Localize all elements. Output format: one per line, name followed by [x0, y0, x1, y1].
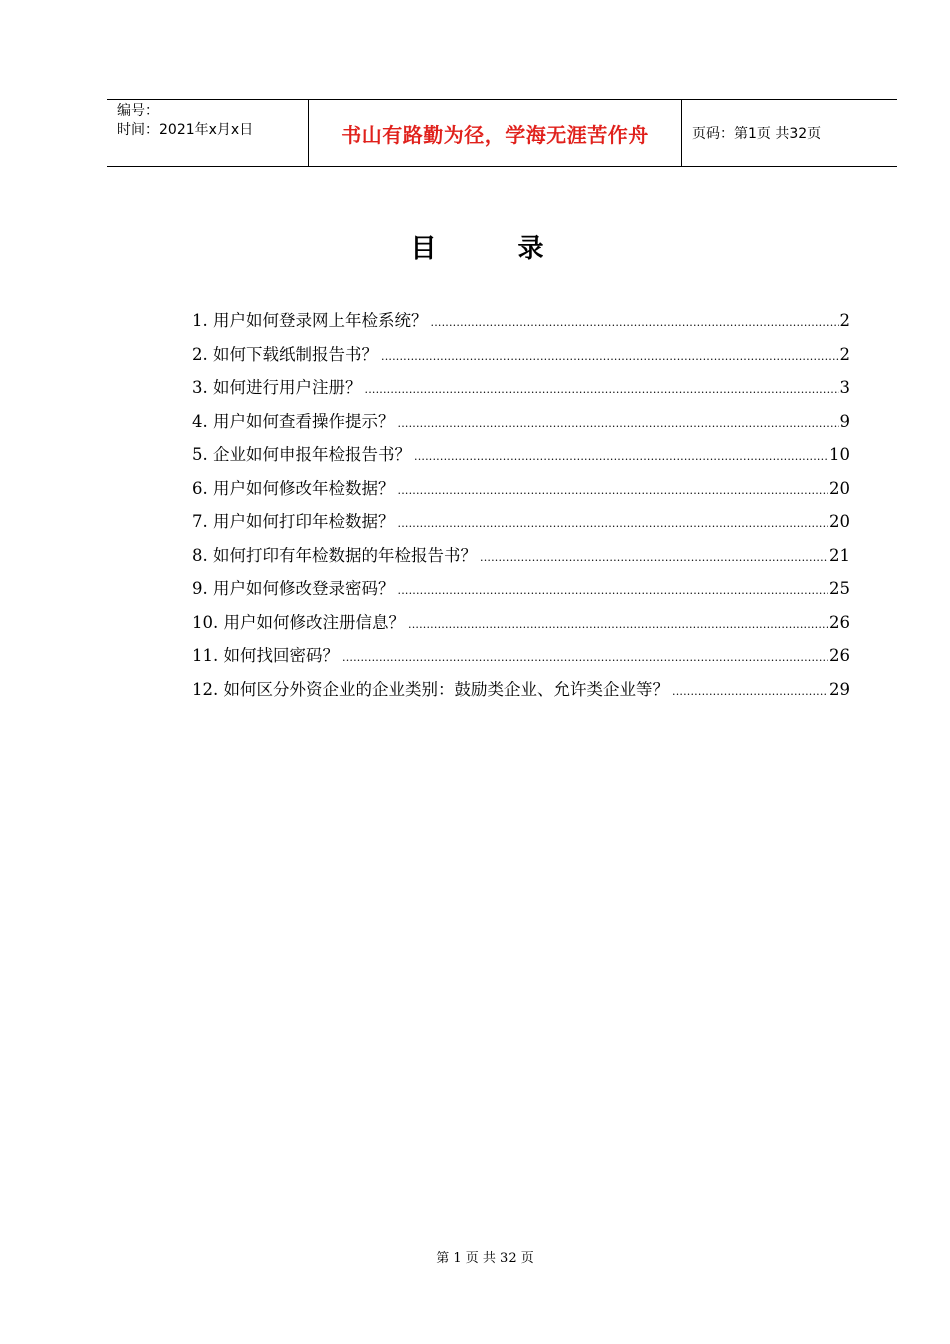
- toc-entry[interactable]: [192, 376, 850, 410]
- toc-entry-label: 11. 如何找回密码？: [192, 646, 339, 665]
- toc-entry-page: 3: [839, 378, 850, 397]
- toc-entry-page: 26: [829, 612, 850, 632]
- toc-entry[interactable]: [192, 611, 850, 645]
- toc-leader: [398, 412, 839, 436]
- toc-entry-label: 1. 用户如何登录网上年检系统？: [192, 311, 428, 330]
- toc-leader: [431, 311, 839, 335]
- toc-entry[interactable]: [192, 577, 850, 611]
- toc-entry[interactable]: [192, 443, 850, 477]
- toc-leader: [480, 546, 828, 570]
- toc-entry[interactable]: [192, 477, 850, 511]
- toc-leader: [408, 613, 828, 637]
- toc-entry[interactable]: [192, 510, 850, 544]
- toc-entry-label: 8. 如何打印有年检数据的年检报告书？: [192, 545, 477, 565]
- page-header: [107, 99, 897, 167]
- toc-entry-page: 25: [829, 579, 850, 598]
- toc-entry-page: 9: [839, 411, 850, 431]
- toc-entry-page: 21: [829, 545, 850, 565]
- toc-entry-page: 2: [839, 311, 850, 330]
- toc-entry[interactable]: [192, 644, 850, 678]
- toc-entry-page: 2: [839, 344, 850, 364]
- toc-leader: [672, 680, 828, 704]
- toc-entry-page: 26: [829, 646, 850, 665]
- page-footer: 第 1 页 共 32 页: [436, 1251, 534, 1266]
- toc-entry-page: 20: [829, 512, 850, 531]
- toc-entry-label: 7. 用户如何打印年检数据？: [192, 512, 395, 531]
- toc-leader: [398, 512, 829, 536]
- toc-entry-label: 5. 企业如何申报年检报告书？: [192, 445, 411, 464]
- toc-entry-page: 20: [829, 478, 850, 498]
- table-of-contents: [192, 309, 850, 711]
- document-time-label: 时间：2021年x月x日: [117, 122, 254, 138]
- header-motto: 书山有路勤为径，学海无涯苦作舟: [309, 100, 682, 166]
- toc-title: 目 录: [410, 234, 580, 264]
- toc-entry-label: 12. 如何区分外资企业的企业类别：鼓励类企业、允许类企业等？: [192, 679, 669, 699]
- toc-entry[interactable]: [192, 410, 850, 444]
- toc-leader: [381, 345, 839, 369]
- toc-leader: [414, 445, 828, 469]
- toc-entry-label: 10. 用户如何修改注册信息？: [192, 612, 405, 632]
- toc-entry-label: 4. 用户如何查看操作提示？: [192, 411, 395, 431]
- toc-entry[interactable]: [192, 678, 850, 712]
- toc-leader: [398, 479, 829, 503]
- toc-entry-label: 2. 如何下载纸制报告书？: [192, 344, 378, 364]
- toc-entry-label: 9. 用户如何修改登录密码？: [192, 579, 395, 598]
- toc-leader: [365, 378, 839, 402]
- toc-leader: [342, 646, 828, 670]
- toc-entry[interactable]: [192, 309, 850, 343]
- toc-entry[interactable]: [192, 343, 850, 377]
- toc-entry-label: 3. 如何进行用户注册？: [192, 378, 362, 397]
- toc-leader: [398, 579, 829, 603]
- header-page-info: 页码：第1页 共32页: [692, 126, 822, 142]
- toc-entry-label: 6. 用户如何修改年检数据？: [192, 478, 395, 498]
- header-meta: [107, 100, 309, 166]
- toc-entry[interactable]: [192, 544, 850, 578]
- toc-entry-page: 10: [829, 445, 850, 464]
- document-number-label: 编号：: [117, 103, 159, 119]
- toc-entry-page: 29: [829, 679, 850, 699]
